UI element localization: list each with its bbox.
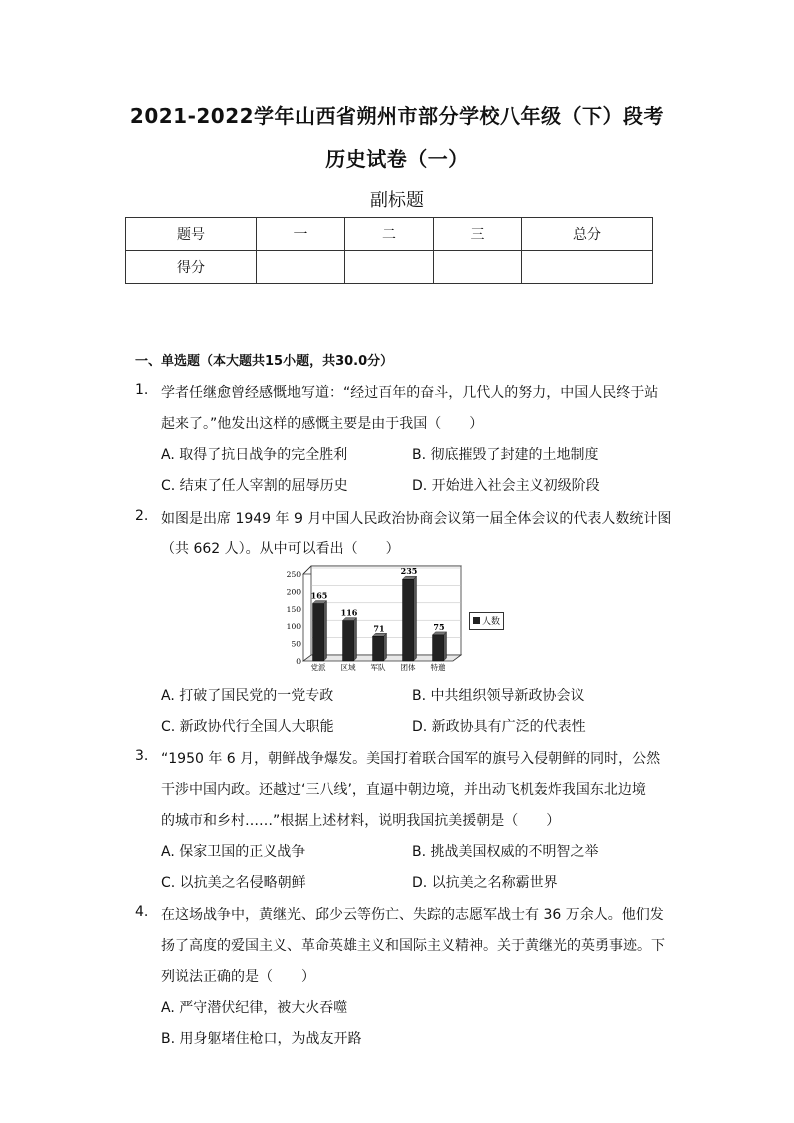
legend-swatch [473, 617, 480, 624]
score-table-header-row [126, 218, 653, 251]
option-b[interactable]: B. 中共组织领导新政协会议 [412, 688, 585, 704]
question-number: 2. [135, 508, 149, 524]
bar-front [313, 604, 324, 661]
question-text-line: 在这场战争中，黄继光、邱少云等伤亡、失踪的志愿军战士有 36 万余人。他们发 [161, 907, 664, 923]
section-heading: 一、单选题（本大题共15小题，共30.0分） [135, 354, 394, 369]
header-cell-two: 二 [345, 218, 434, 251]
score-table [125, 217, 653, 284]
data-label: 75 [433, 621, 445, 632]
x-tick-label: 区域 [340, 663, 356, 672]
y-tick-label: 150 [286, 604, 301, 614]
option-c[interactable]: C. 结束了任人宰割的屈辱历史 [161, 478, 348, 494]
y-tick-label: 250 [286, 570, 301, 579]
y-tick-label: 100 [286, 622, 301, 632]
header-cell-total: 总分 [522, 218, 653, 251]
question-text-line: 的城市和乡村……”根据上述材料，说明我国抗美援朝是（ ） [161, 813, 561, 829]
question-text-line: 扬了高度的爱国主义、革命英雄主义和国际主义精神。关于黄继光的英勇事迹。下 [161, 938, 665, 954]
option-a[interactable]: A. 严守潜伏纪律，被大火吞噬 [161, 1000, 348, 1016]
legend-label: 人数 [482, 617, 501, 627]
question-number: 1. [135, 382, 149, 398]
chart-legend-box [469, 612, 504, 630]
option-a[interactable]: A. 取得了抗日战争的完全胜利 [161, 447, 348, 463]
data-label: 165 [310, 590, 328, 601]
x-tick-label: 特邀 [430, 663, 446, 672]
bar [433, 632, 447, 661]
title-line-2: 历史试卷（一） [325, 147, 469, 171]
header-cell-three: 三 [434, 218, 522, 251]
score-cell [434, 251, 522, 284]
option-b[interactable]: B. 彻底摧毁了封建的土地制度 [412, 447, 599, 463]
data-label: 235 [400, 566, 418, 577]
delegate-bar-chart [285, 562, 465, 672]
option-c[interactable]: C. 新政协代行全国人大职能 [161, 719, 334, 735]
score-cell [522, 251, 653, 284]
option-d[interactable]: D. 开始进入社会主义初级阶段 [412, 478, 600, 494]
option-c[interactable]: C. 以抗美之名侵略朝鲜 [161, 875, 306, 891]
bar-front [373, 636, 384, 661]
bar [403, 576, 417, 661]
question-text-line: 干涉中国内政。还越过‘三八线’，直逼中朝边境，并出动飞机轰炸我国东北边境 [161, 782, 646, 798]
score-cell [257, 251, 345, 284]
question-text-line: 如图是出席 1949 年 9 月中国人民政治协商会议第一届全体会议的代表人数统计图 [161, 511, 672, 527]
bar [313, 601, 327, 661]
score-table-score-row [126, 251, 653, 284]
score-label-cell: 得分 [126, 251, 257, 284]
bar-side [414, 576, 417, 661]
option-d[interactable]: D. 以抗美之名称霸世界 [412, 875, 558, 891]
y-tick-labels [287, 570, 302, 666]
header-cell-number: 题号 [126, 218, 257, 251]
question-text-line: （共 662 人）。从中可以看出（ ） [161, 541, 400, 557]
x-tick-label: 军队 [370, 663, 386, 672]
subtitle: 副标题 [370, 190, 424, 211]
question-text-line: 起来了。”他发出这样的感慨主要是由于我国（ ） [161, 416, 484, 432]
option-a[interactable]: A. 打破了国民党的一党专政 [161, 688, 334, 704]
bar-front [403, 579, 414, 661]
y-tick-label: 0 [296, 657, 301, 666]
question-text-line: “1950 年 6 月，朝鲜战争爆发。美国打着联合国军的旗号入侵朝鲜的同时，公然 [161, 751, 661, 767]
data-label: 116 [340, 607, 358, 618]
option-b[interactable]: B. 挑战美国权威的不明智之举 [412, 844, 599, 860]
bar-side [444, 632, 447, 661]
question-number: 3. [135, 748, 149, 764]
x-tick-label: 党派 [310, 663, 326, 672]
bar-front [343, 621, 354, 661]
question-text-line: 列说法正确的是（ ） [161, 969, 315, 985]
y-tick-label: 50 [291, 639, 301, 649]
x-tick-label: 团体 [400, 663, 416, 672]
question-text-line: 学者任继愈曾经感慨地写道：“经过百年的奋斗，几代人的努力，中国人民终于站 [161, 385, 659, 401]
option-d[interactable]: D. 新政协具有广泛的代表性 [412, 719, 586, 735]
bar-side [354, 618, 357, 661]
question-number: 4. [135, 904, 149, 920]
bar [343, 618, 357, 661]
bar-side [324, 601, 327, 661]
y-tick-label: 200 [286, 587, 301, 597]
score-cell [345, 251, 434, 284]
header-cell-one: 一 [257, 218, 345, 251]
bar-front [433, 635, 444, 661]
title-line-1: 2021-2022学年山西省朔州市部分学校八年级（下）段考 [129, 104, 665, 128]
bar [373, 633, 387, 661]
data-label: 71 [373, 623, 385, 634]
x-tick-labels [311, 662, 446, 672]
option-b[interactable]: B. 用身躯堵住枪口，为战友开路 [161, 1031, 362, 1047]
option-a[interactable]: A. 保家卫国的正义战争 [161, 844, 306, 860]
bar-side [384, 633, 387, 661]
